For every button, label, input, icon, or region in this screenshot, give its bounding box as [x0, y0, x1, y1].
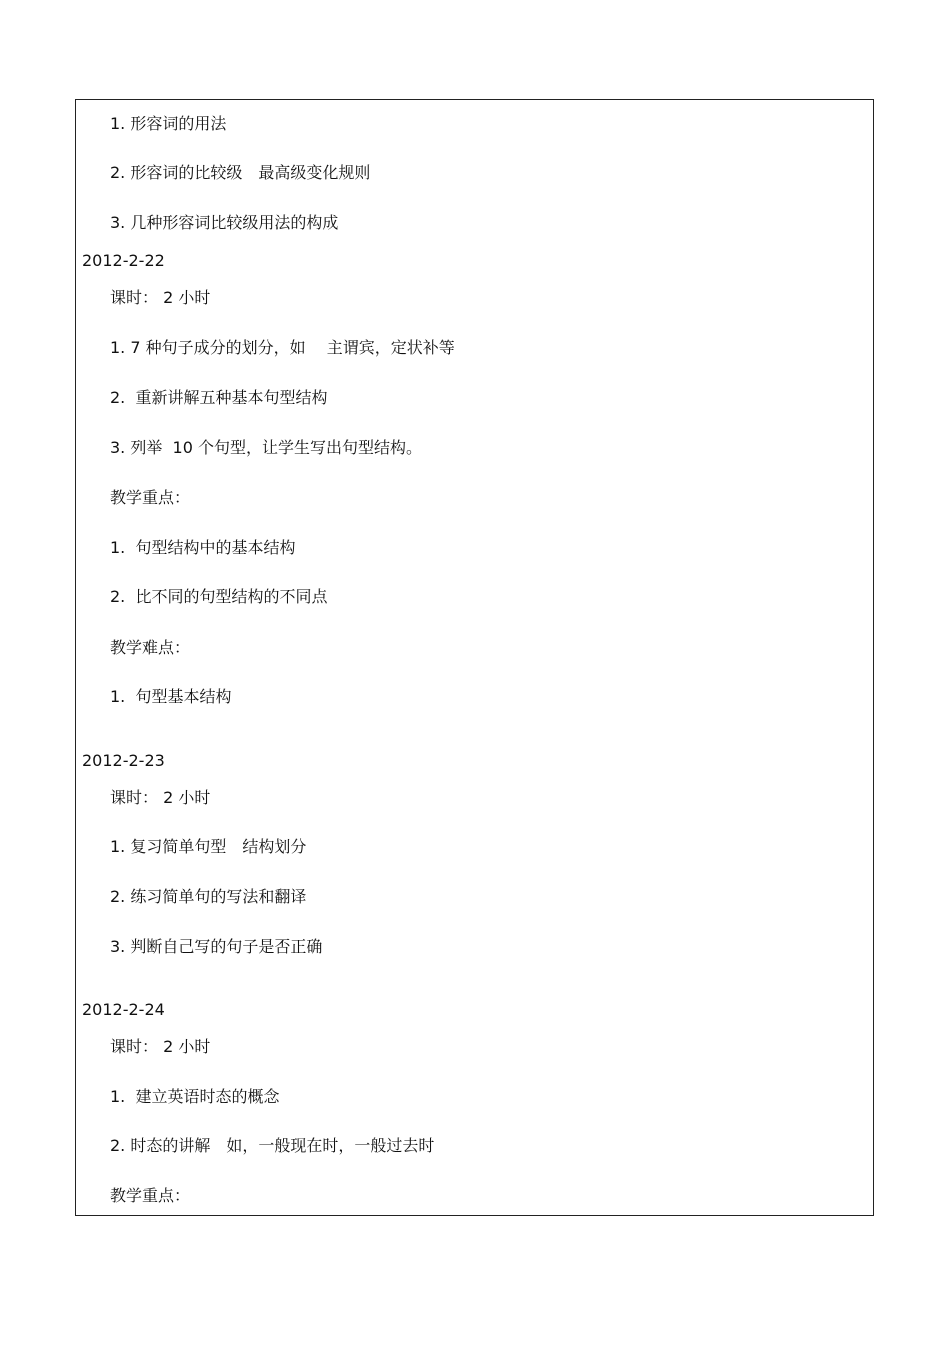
section-label-difficult-points: 教学难点：	[110, 638, 191, 657]
list-item: 2. 练习简单句的写法和翻译	[110, 887, 307, 906]
list-item: 1. 句型结构中的基本结构	[110, 538, 296, 557]
list-item: 3. 列举 10 个句型，让学生写出句型结构。	[110, 438, 422, 457]
item-adjective-comparative: 2. 形容词的比较级 最高级变化规则	[110, 163, 371, 182]
class-hours: 课时： 2 小时	[110, 788, 211, 807]
list-item: 1. 复习简单句型 结构划分	[110, 837, 307, 856]
list-item: 2. 比不同的句型结构的不同点	[110, 587, 328, 606]
date-heading: 2012-2-24	[82, 1000, 165, 1019]
date-heading: 2012-2-23	[82, 751, 165, 770]
list-item: 1. 7 种句子成分的划分，如 主谓宾，定状补等	[110, 338, 455, 357]
list-item: 2. 时态的讲解 如，一般现在时，一般过去时	[110, 1136, 435, 1155]
class-hours: 课时： 2 小时	[110, 1037, 211, 1056]
class-hours: 课时： 2 小时	[110, 288, 211, 307]
date-heading: 2012-2-22	[82, 251, 165, 270]
list-item: 2. 重新讲解五种基本句型结构	[110, 388, 328, 407]
item-comparative-forms: 3. 几种形容词比较级用法的构成	[110, 213, 339, 232]
item-adjective-usage: 1. 形容词的用法	[110, 114, 227, 133]
list-item: 3. 判断自己写的句子是否正确	[110, 937, 323, 956]
section-label-key-points: 教学重点：	[110, 1186, 191, 1205]
list-item: 1. 建立英语时态的概念	[110, 1087, 280, 1106]
list-item: 1. 句型基本结构	[110, 687, 232, 706]
section-label-key-points: 教学重点：	[110, 488, 191, 507]
